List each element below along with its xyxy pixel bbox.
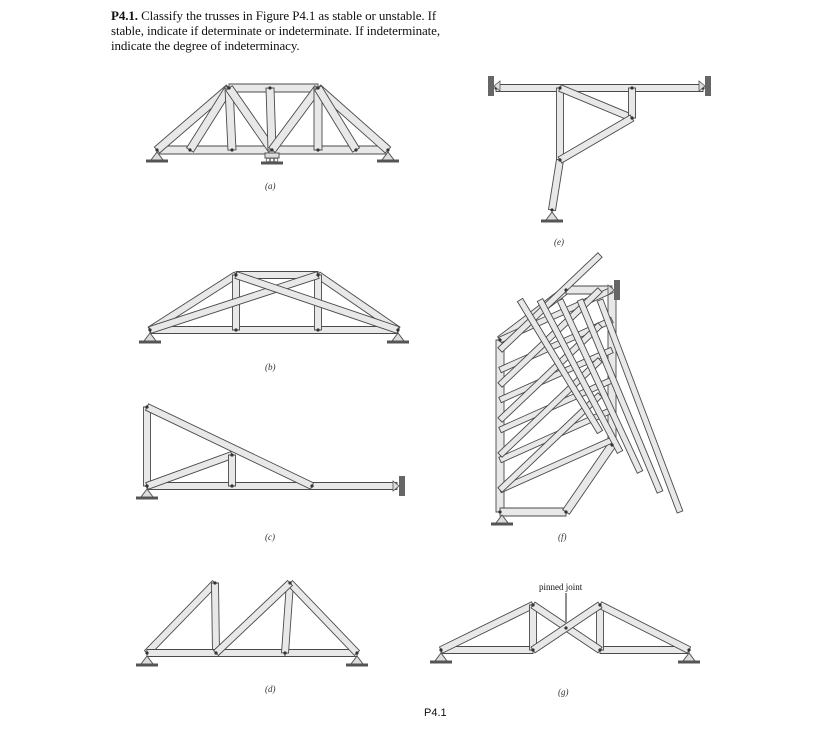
joint-pin [316,273,319,276]
caption-d: (d) [265,684,276,694]
joint-pin [564,288,567,291]
joint-pin [145,651,148,654]
truss-c [144,404,399,490]
truss-c-member [144,407,151,486]
roller-wheel [266,158,270,162]
joint-pin [310,484,313,487]
joint-pin [227,86,230,89]
truss-b-member [150,327,398,334]
joint-pin [188,148,191,151]
joint-pin [498,338,501,341]
caption-c: (c) [265,532,275,542]
pin-support [141,656,153,664]
truss-c-member [229,455,236,486]
joint-pin [630,116,633,119]
truss-e-member [558,115,634,163]
joint-pin [531,648,534,651]
problem-text: Classify the trusses in Figure P4.1 as stable or unstable. If stable, indicate if determinate or indeterminate. If indeterminate, indicate the degree of indeterminacy. [111,8,440,53]
joint-pin [355,651,358,654]
joint-pin [386,148,389,151]
pin-support [392,333,404,341]
pin-support [144,333,156,341]
joint-pin [439,648,442,651]
roller-support [265,153,279,158]
truss-a [154,84,390,154]
joint-pin [531,603,534,606]
truss-c-member [147,483,397,490]
joint-pin [558,86,561,89]
truss-f [496,253,683,516]
caption-e: (e) [554,237,564,247]
joint-pin [396,328,399,331]
joint-pin [558,158,561,161]
truss-a-member [269,86,321,153]
truss-d [145,581,360,657]
joint-pin [268,86,271,89]
joint-pin [564,626,567,629]
joint-pin [155,148,158,151]
pin-support [435,653,447,661]
truss-g-member [530,605,537,650]
joint-pin [145,405,148,408]
joint-pin [230,148,233,151]
joint-pin [316,328,319,331]
wall-support [705,76,711,96]
truss-g-member [597,605,604,650]
joint-pin [687,648,690,651]
truss-d-member [285,650,357,657]
joint-pin [230,453,233,456]
caption-g: (g) [558,687,569,697]
joint-pin [598,603,601,606]
figure-label: P4.1 [424,707,447,719]
joint-pin [283,651,286,654]
joint-pin [498,510,501,513]
wall-support [614,280,620,300]
joint-pin [316,148,319,151]
pinned-joint-label: pinned joint [539,582,583,592]
wall-support [399,476,405,496]
truss-d-member [288,581,360,656]
pin-support [683,653,695,661]
truss-e-member [629,88,636,118]
truss-g-member [598,602,690,653]
joint-pin [288,581,291,584]
truss-e-member [557,88,564,160]
joint-pin [610,443,613,446]
joint-pin [213,581,216,584]
joint-pin [148,328,151,331]
joint-pin [598,648,601,651]
truss-g-member [440,602,535,653]
caption-a: (a) [265,181,276,191]
joint-pin [230,484,233,487]
joint-pin [234,328,237,331]
joint-pin [214,651,217,654]
joint-pin [550,208,553,211]
truss-d-member [145,581,218,656]
roller-wheel [270,158,274,162]
joint-pin [354,148,357,151]
problem-number: P4.1. [111,8,138,23]
pin-support [351,656,363,664]
truss-d-member [214,581,293,656]
pin-support [546,212,558,220]
truss-f-member [500,508,566,516]
pin-support [141,489,153,497]
roller-wheel [274,158,278,162]
joint-pin [145,484,148,487]
truss-b [148,272,400,334]
caption-f: (f) [558,532,567,542]
wall-support [488,76,494,96]
joint-pin [270,148,273,151]
truss-d-member [212,583,220,653]
caption-b: (b) [265,362,276,372]
truss-e-member [496,85,703,92]
truss-g [439,602,690,654]
joint-pin [564,510,567,513]
truss-e-member [549,159,564,210]
truss-e [494,85,704,212]
joint-pin [234,273,237,276]
joint-pin [630,86,633,89]
joint-pin [316,86,319,89]
